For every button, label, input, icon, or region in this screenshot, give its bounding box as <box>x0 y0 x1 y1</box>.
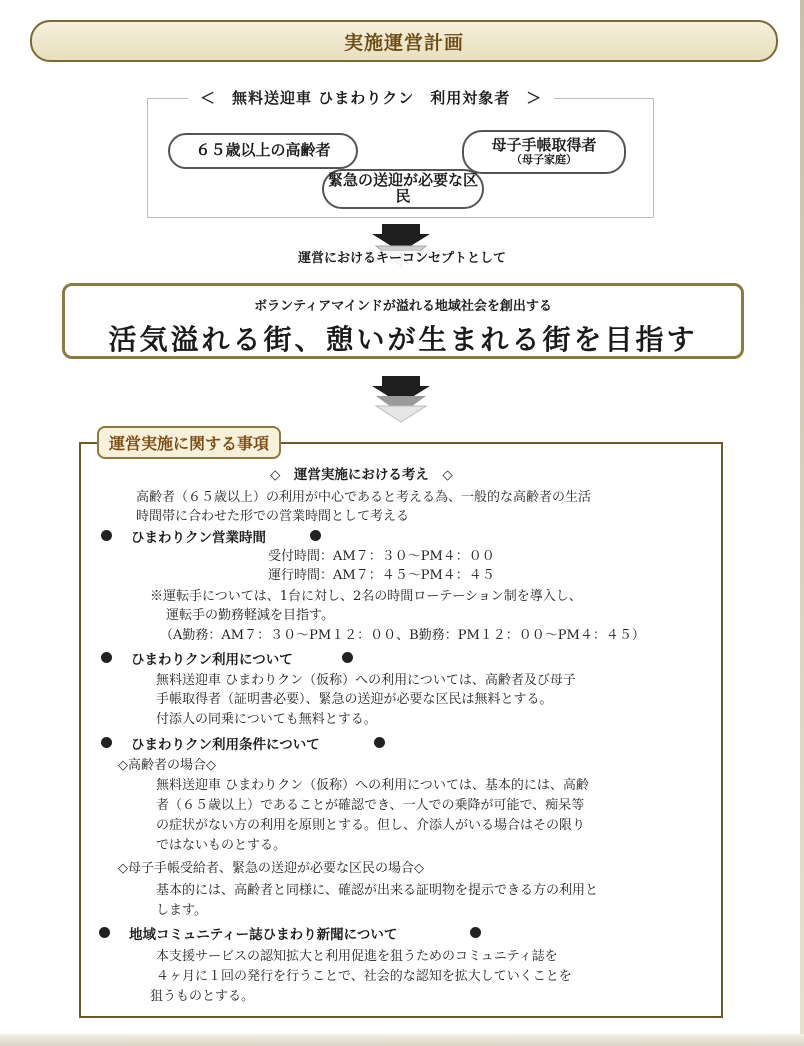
reception-hours: 受付時間：AM７：３０～PM４：００ <box>268 549 495 564</box>
elderly-case-line: 無料送迎車 ひまわりクン（仮称）への利用については、基本的には、高齢 <box>156 778 589 793</box>
mother-case-line: します。 <box>156 903 207 918</box>
mother-case-heading: ◇母子手帳受給者、緊急の送迎が必要な区民の場合◇ <box>118 861 424 876</box>
bullet-icon <box>342 652 353 663</box>
newspaper-section-title: 地域コミュニティー誌ひまわり新聞について <box>129 927 398 943</box>
down-arrow-icon <box>370 374 432 424</box>
emergency-pill-label: 緊急の送迎が必要な区民 <box>327 171 478 205</box>
shift-schedule: （A勤務：AM７：３０～PM１２：００、B勤務：PM１２：００～PM４：４５） <box>160 628 645 643</box>
newspaper-line: 狙うものとする。 <box>150 989 255 1004</box>
intro-line: 高齢者（６５歳以上）の利用が中心であると考える為、一般的な高齢者の生活 <box>136 490 592 505</box>
page-frame-bottom <box>0 1034 804 1046</box>
operation-hours: 運行時間：AM７：４５～PM４：４５ <box>268 568 495 583</box>
usage-line: 手帳取得者（証明書必要）、緊急の送迎が必要な区民は無料とする。 <box>156 692 553 707</box>
mother-pill-label: 母子手帳取得者 <box>491 136 597 155</box>
operations-heading: ◇ 運営実施における考え ◇ <box>270 467 453 483</box>
bullet-icon <box>470 927 481 938</box>
page-title: 実施運営計画 <box>30 20 778 62</box>
elderly-case-line: の症状がない方の利用を原則とする。但し、介添人がいる場合はその限り <box>156 818 586 833</box>
elderly-case-heading: ◇高齢者の場合◇ <box>118 758 216 773</box>
mother-pill-sublabel: （母子家庭） <box>511 153 577 167</box>
driver-note-line: 運転手の勤務軽減を目指す。 <box>166 608 334 623</box>
usage-line: 無料送迎車 ひまわりクン（仮称）への利用については、高齢者及び母子 <box>156 673 576 688</box>
vision-slogan: 活気溢れる街、憩いが生まれる街を目指す <box>108 323 698 356</box>
mother-case-line: 基本的には、高齢者と同様に、確認が出来る証明物を提示できる方の利用と <box>156 883 599 898</box>
concept-label <box>0 247 804 266</box>
hours-section-title: ひまわりクン営業時間 <box>131 530 266 546</box>
bullet-icon <box>101 652 112 663</box>
page-frame-right <box>800 0 804 1046</box>
bullet-icon <box>101 737 112 748</box>
driver-note-line: ※運転手については、1台に対し、2名の時間ローテーション制を導入し、 <box>150 589 582 604</box>
newspaper-line: ４ヶ月に１回の発行を行うことで、社会的な認知を拡大していくことを <box>156 969 572 984</box>
mother-pill <box>462 130 626 174</box>
usage-section-title: ひまわりクン利用について <box>131 652 293 668</box>
concept-label-text: 運営におけるキーコンセプトとして <box>297 251 506 266</box>
emergency-pill <box>322 169 484 209</box>
vision-subtitle: ボランティアマインドが溢れる地域社会を創出する <box>254 299 552 314</box>
usage-line: 付添人の同乗についても無料とする。 <box>156 712 377 727</box>
conditions-section-title: ひまわりクン利用条件について <box>131 737 320 753</box>
elderly-case-line: ではないものとする。 <box>156 838 287 853</box>
target-users-heading: ＜ 無料送迎車 ひまわりクン 利用対象者 ＞ <box>188 87 554 108</box>
newspaper-line: 本支援サービスの認知拡大と利用促進を狙うためのコミュニティ誌を <box>156 949 558 964</box>
vision-box <box>62 283 744 359</box>
bullet-icon <box>99 927 110 938</box>
bullet-icon <box>374 737 385 748</box>
operations-tab-label: 運営実施に関する事項 <box>97 426 281 459</box>
intro-line: 時間帯に合わせた形での営業時間として考える <box>136 509 410 524</box>
bullet-icon <box>310 530 321 541</box>
elderly-case-line: 者（６５歳以上）であることが確認でき、一人での乗降が可能で、痴呆等 <box>156 798 585 813</box>
bullet-icon <box>101 530 112 541</box>
elderly-pill <box>168 133 358 169</box>
elderly-pill-label: ６５歳以上の高齢者 <box>195 141 331 160</box>
